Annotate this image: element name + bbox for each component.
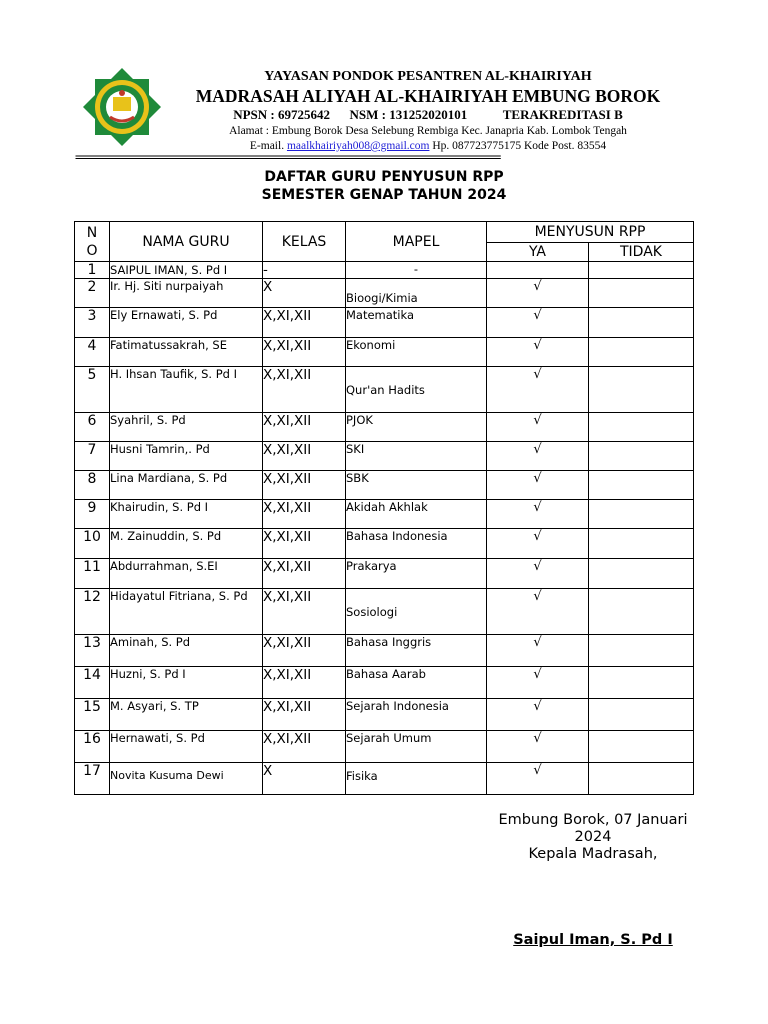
cell-tidak (589, 367, 694, 413)
cell-tidak (589, 308, 694, 338)
cell-nama: Novita Kusuma Dewi (110, 763, 263, 795)
cell-nama: Hidayatul Fitriana, S. Pd (110, 589, 263, 635)
cell-mapel: Bahasa Indonesia (346, 529, 487, 559)
cell-no: 8 (75, 471, 110, 500)
table-row (75, 500, 694, 529)
cell-tidak (589, 262, 694, 279)
cell-nama: Husni Tamrin,. Pd (110, 442, 263, 471)
cell-no: 11 (75, 559, 110, 589)
cell-ya (487, 262, 589, 279)
cell-nama: Huzni, S. Pd I (110, 667, 263, 699)
header-mapel: MAPEL (346, 222, 487, 262)
cell-tidak (589, 667, 694, 699)
cell-nama: SAIPUL IMAN, S. Pd I (110, 262, 263, 279)
table-row (75, 308, 694, 338)
cell-tidak (589, 589, 694, 635)
cell-nama: M. Asyari, S. TP (110, 699, 263, 731)
cell-nama: Ely Ernawati, S. Pd (110, 308, 263, 338)
cell-kelas: X,XI,XII (263, 338, 346, 367)
cell-mapel: Prakarya (346, 559, 487, 589)
cell-mapel: Ekonomi (346, 338, 487, 367)
cell-ya: √ (487, 338, 589, 367)
header-tidak: TIDAK (589, 243, 694, 262)
cell-kelas: X,XI,XII (263, 635, 346, 667)
cell-nama: Syahril, S. Pd (110, 413, 263, 442)
cell-ya: √ (487, 442, 589, 471)
cell-ya: √ (487, 699, 589, 731)
cell-no: 16 (75, 731, 110, 763)
cell-no: 10 (75, 529, 110, 559)
cell-nama: H. Ihsan Taufik, S. Pd I (110, 367, 263, 413)
cell-no: 4 (75, 338, 110, 367)
table-row (75, 529, 694, 559)
cell-ya: √ (487, 559, 589, 589)
cell-tidak (589, 529, 694, 559)
school-ids: NPSN : 69725642 NSM : 131252020101 TERAKREDITASI B (233, 107, 623, 122)
signature-block (488, 812, 698, 863)
cell-ya: √ (487, 667, 589, 699)
cell-kelas: X,XI,XII (263, 442, 346, 471)
cell-ya: √ (487, 763, 589, 795)
cell-tidak (589, 338, 694, 367)
cell-kelas: X,XI,XII (263, 529, 346, 559)
cell-tidak (589, 413, 694, 442)
cell-tidak (589, 731, 694, 763)
cell-no: 6 (75, 413, 110, 442)
cell-no: 7 (75, 442, 110, 471)
cell-ya: √ (487, 367, 589, 413)
school-name: MADRASAH ALIYAH AL-KHAIRIYAH EMBUNG BOROK (195, 86, 661, 106)
cell-mapel: SBK (346, 471, 487, 500)
cell-no: 17 (75, 763, 110, 795)
cell-ya: √ (487, 529, 589, 559)
cell-no: 14 (75, 667, 110, 699)
table-row (75, 667, 694, 699)
cell-kelas: X,XI,XII (263, 308, 346, 338)
document-title: DAFTAR GURU PENYUSUN RPP (264, 169, 504, 185)
table-row (75, 338, 694, 367)
letterhead-separator: ============================================================================ (75, 151, 500, 163)
header-ya: YA (487, 243, 589, 262)
cell-no: 2 (75, 279, 110, 308)
foundation-name: YAYASAN PONDOK PESANTREN AL-KHAIRIYAH (264, 69, 592, 84)
cell-mapel: Bahasa Inggris (346, 635, 487, 667)
cell-nama: Abdurrahman, S.EI (110, 559, 263, 589)
cell-kelas: X,XI,XII (263, 667, 346, 699)
cell-mapel: Sejarah Umum (346, 731, 487, 763)
header-nama: NAMA GURU (110, 222, 263, 262)
table-row (75, 262, 694, 279)
cell-tidak (589, 635, 694, 667)
table-row (75, 635, 694, 667)
table-row (75, 559, 694, 589)
email-link[interactable]: maalkhairiyah008@gmail.com (286, 140, 430, 152)
cell-mapel: Bioogi/Kimia (346, 279, 487, 308)
cell-ya: √ (487, 635, 589, 667)
cell-no: 12 (75, 589, 110, 635)
email-label: E-mail. (249, 140, 287, 152)
contact-tail: Hp. 087723775175 Kode Post. 83554 (429, 140, 607, 152)
cell-ya: √ (487, 731, 589, 763)
cell-nama: M. Zainuddin, S. Pd (110, 529, 263, 559)
header-no: N O (75, 222, 110, 262)
cell-tidak (589, 442, 694, 471)
cell-no: 3 (75, 308, 110, 338)
cell-kelas: X (263, 279, 346, 308)
cell-tidak (589, 559, 694, 589)
table-row (75, 413, 694, 442)
cell-kelas: X,XI,XII (263, 500, 346, 529)
cell-no: 15 (75, 699, 110, 731)
cell-nama: Ir. Hj. Siti nurpaiyah (110, 279, 263, 308)
cell-kelas: X,XI,XII (263, 699, 346, 731)
cell-mapel: Bahasa Aarab (346, 667, 487, 699)
cell-nama: Khairudin, S. Pd I (110, 500, 263, 529)
cell-tidak (589, 471, 694, 500)
cell-mapel: Matematika (346, 308, 487, 338)
cell-ya: √ (487, 589, 589, 635)
cell-no: 9 (75, 500, 110, 529)
document-subtitle: SEMESTER GENAP TAHUN 2024 (261, 187, 507, 203)
cell-no: 13 (75, 635, 110, 667)
table-row (75, 731, 694, 763)
table-row (75, 589, 694, 635)
school-address: Alamat : Embung Borok Desa Selebung Rembiga Kec. Janapria Kab. Lombok Tengah (229, 125, 627, 137)
cell-nama: Hernawati, S. Pd (110, 731, 263, 763)
cell-mapel: Fisika (346, 763, 487, 795)
signer-name: Saipul Iman, S. Pd I (513, 932, 673, 948)
school-logo (82, 67, 162, 147)
teacher-table (74, 221, 694, 795)
cell-mapel: - (346, 262, 487, 279)
cell-kelas: X,XI,XII (263, 413, 346, 442)
cell-kelas: X,XI,XII (263, 731, 346, 763)
table-row (75, 699, 694, 731)
cell-no: 5 (75, 367, 110, 413)
cell-nama: Fatimatussakrah, SE (110, 338, 263, 367)
cell-mapel: Qur'an Hadits (346, 367, 487, 413)
cell-mapel: Sosiologi (346, 589, 487, 635)
cell-kelas: X,XI,XII (263, 471, 346, 500)
cell-ya: √ (487, 471, 589, 500)
cell-kelas: - (263, 262, 346, 279)
cell-tidak (589, 763, 694, 795)
cell-mapel: Akidah Akhlak (346, 500, 487, 529)
cell-kelas: X,XI,XII (263, 367, 346, 413)
cell-tidak (589, 279, 694, 308)
signer-role: Kepala Madrasah, (528, 846, 658, 862)
cell-tidak (589, 699, 694, 731)
letterhead (160, 68, 696, 154)
table-row (75, 367, 694, 413)
cell-ya: √ (487, 279, 589, 308)
cell-nama: Lina Mardiana, S. Pd (110, 471, 263, 500)
cell-kelas: X,XI,XII (263, 559, 346, 589)
cell-ya: √ (487, 413, 589, 442)
cell-ya: √ (487, 308, 589, 338)
cell-nama: Aminah, S. Pd (110, 635, 263, 667)
cell-mapel: PJOK (346, 413, 487, 442)
cell-ya: √ (487, 500, 589, 529)
cell-kelas: X,XI,XII (263, 589, 346, 635)
cell-tidak (589, 500, 694, 529)
table-row (75, 279, 694, 308)
header-menyusun: MENYUSUN RPP (487, 222, 694, 243)
header-kelas: KELAS (263, 222, 346, 262)
cell-mapel: SKI (346, 442, 487, 471)
cell-no: 1 (75, 262, 110, 279)
place-date: Embung Borok, 07 Januari 2024 (498, 812, 688, 845)
cell-mapel: Sejarah Indonesia (346, 699, 487, 731)
table-row (75, 442, 694, 471)
table-row (75, 763, 694, 795)
cell-kelas: X (263, 763, 346, 795)
table-row (75, 471, 694, 500)
